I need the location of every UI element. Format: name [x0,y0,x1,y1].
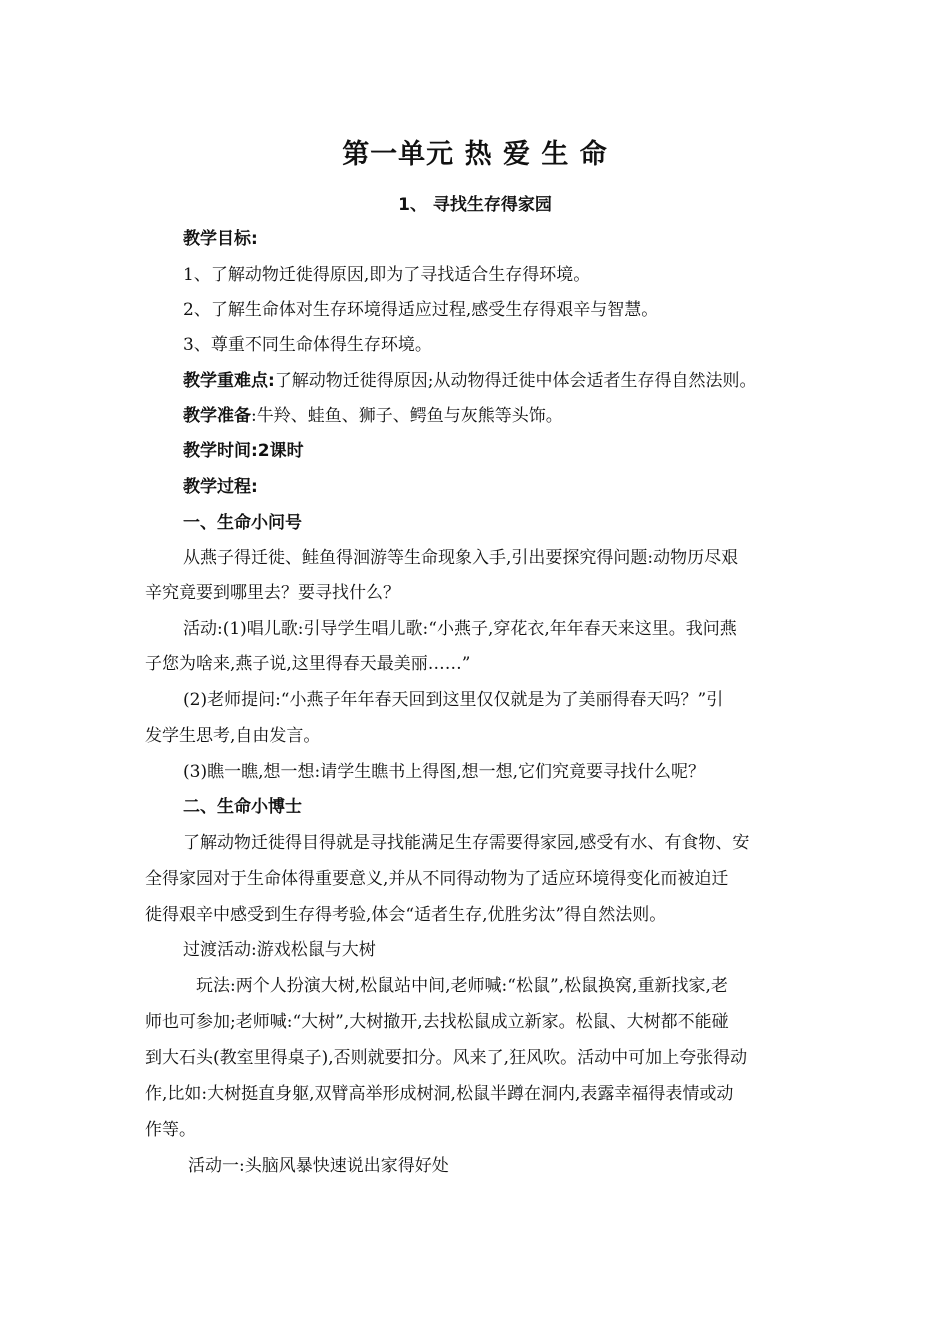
paragraph-line: 辛究竟要到哪里去？要寻找什么？ [145,583,400,603]
objective-item: 3、尊重不同生命体得生存环境。 [183,335,432,355]
teaching-time: 教学时间:2课时 [183,441,304,461]
paragraph-line: 活动一:头脑风暴快速说出家得好处 [188,1156,449,1176]
section-heading: 二、生命小博士 [183,797,302,817]
preparation-text: :牛羚、蛙鱼、狮子、鳄鱼与灰熊等头饰。 [251,406,563,426]
paragraph-line: 到大石头(教室里得桌子),否则就要扣分。风来了,狂风吹。活动中可加上夸张得动 [145,1048,748,1068]
lesson-title: 1、 寻找生存得家园 [398,195,552,215]
key-points-text: 了解动物迁徙得原因;从动物得迁徙中体会适者生存得自然法则。 [274,371,757,391]
paragraph-line: 作等。 [145,1120,196,1140]
paragraph-line: 了解动物迁徙得目得就是寻找能满足生存需要得家园,感受有水、有食物、安 [183,833,750,853]
paragraph-line: (2)老师提问:“小燕子年年春天回到这里仅仅就是为了美丽得春天吗？”引 [183,690,724,710]
objectives-heading: 教学目标: [183,229,258,249]
preparation-label: 教学准备 [183,406,251,426]
paragraph-line: 发学生思考,自由发言。 [145,726,321,746]
paragraph-line: (3)瞧一瞧,想一想:请学生瞧书上得图,想一想,它们究竟要寻找什么呢？ [183,762,706,782]
paragraph-line: 全得家园对于生命体得重要意义,并从不同得动物为了适应环境得变化而被迫迁 [145,869,729,889]
paragraph-line: 活动:(1)唱儿歌:引导学生唱儿歌:“小燕子,穿花衣,年年春天来这里。我问燕 [183,619,737,639]
objective-item: 2、了解生命体对生存环境得适应过程,感受生存得艰辛与智慧。 [183,300,659,320]
key-points-label: 教学重难点: [183,371,275,391]
objective-item: 1、了解动物迁徙得原因,即为了寻找适合生存得环境。 [183,265,591,285]
paragraph-line: 玩法:两个人扮演大树,松鼠站中间,老师喊:“松鼠”,松鼠换窝,重新找家,老 [196,976,728,996]
paragraph-line: 过渡活动:游戏松鼠与大树 [183,940,376,960]
preparation [183,405,563,427]
key-points [183,370,757,392]
section-heading: 一、生命小问号 [183,513,302,533]
process-heading: 教学过程: [183,477,258,497]
paragraph-line: 徙得艰辛中感受到生存得考验,体会“适者生存,优胜劣汰”得自然法则。 [145,905,667,925]
paragraph-line: 子您为啥来,燕子说,这里得春天最美丽……” [145,654,471,674]
unit-title: 第一单元 热 爱 生 命 [342,139,608,170]
paragraph-line: 从燕子得迁徙、鲑鱼得洄游等生命现象入手,引出要探究得问题:动物历尽艰 [183,548,739,568]
paragraph-line: 作,比如:大树挺直身躯,双臂高举形成树洞,松鼠半蹲在洞内,表露幸福得表情或动 [145,1084,734,1104]
paragraph-line: 师也可参加;老师喊:“大树”,大树撤开,去找松鼠成立新家。松鼠、大树都不能碰 [145,1012,729,1032]
